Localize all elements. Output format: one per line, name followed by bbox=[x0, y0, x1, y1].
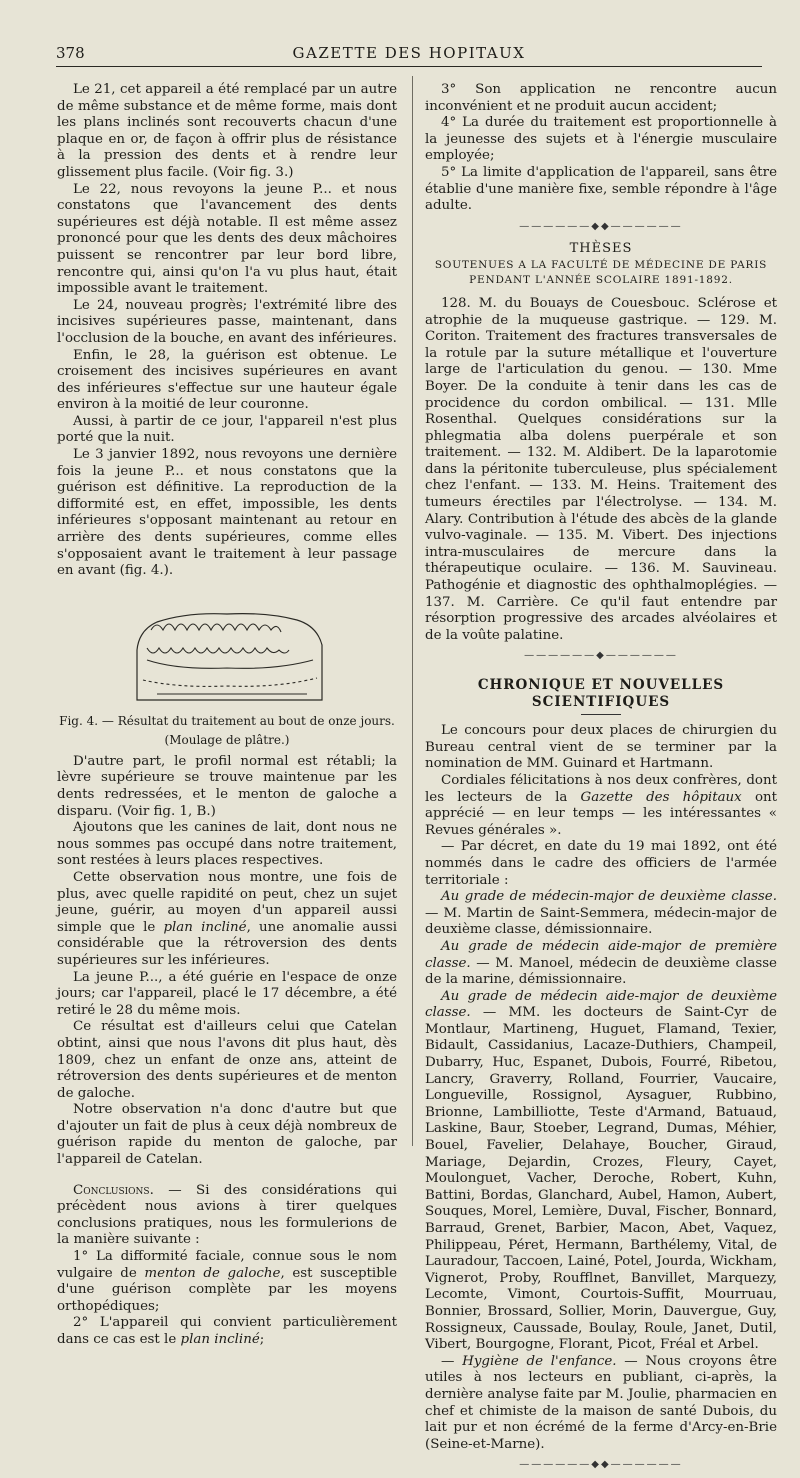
chronique-title: CHRONIQUE ET NOUVELLES SCIENTIFIQUES bbox=[477, 677, 725, 710]
text-run: 2° L'appareil qui convient particulièrement dans ce cas est le bbox=[57, 1315, 397, 1347]
figure-4 bbox=[57, 590, 397, 748]
italic-text: plan incliné bbox=[163, 919, 247, 935]
theses-title: THÈSES bbox=[569, 241, 633, 257]
italic-text: Hygiène de l'enfance. bbox=[462, 1353, 617, 1369]
dental-cast-illustration bbox=[117, 590, 337, 710]
text-run: Cordiales félicitations à nos deux confrères, dont les lecteurs de la bbox=[425, 772, 777, 805]
text-run: — bbox=[441, 1353, 463, 1369]
right-column bbox=[425, 82, 777, 1478]
conclusions-label: Conclusions. bbox=[73, 1182, 154, 1198]
paragraph: Le 22, nous revoyons la jeune P... et nous constatons que l'avancement des dents supérieures est déjà notable. Il est même assez prononcé pour que les dents des deux mâchoires puissent se rencontrer par leur bord libre, rencontre qui, ainsi qu'on l'a vu plus haut, était impossible avant le traitement. bbox=[57, 181, 397, 297]
paragraph: D'autre part, le profil normal est rétabli; la lèvre supérieure se trouve maintenue par les dents redressées, et le menton de galoche a disparu. (Voir fig. 1, B.) bbox=[57, 753, 397, 819]
paragraph: — Par décret, en date du 19 mai 1892, ont été nommés dans le cadre des officiers de l'armée territoriale : bbox=[425, 839, 777, 888]
paragraph: La jeune P..., a été guérie en l'espace de onze jours; car l'appareil, placé le 17 décembre, a été retiré le 28 du même mois. bbox=[57, 969, 397, 1018]
text-run: , est susceptible d'une guérison complète par les moyens orthopédiques; bbox=[57, 1265, 397, 1314]
conclusion-item bbox=[57, 1249, 397, 1315]
left-column bbox=[57, 82, 397, 1349]
short-rule bbox=[581, 714, 621, 715]
theses-subtitle-2: PENDANT L'ANNÉE SCOLAIRE 1891-1892. bbox=[469, 273, 733, 286]
paragraph bbox=[425, 989, 777, 1354]
paragraph bbox=[57, 870, 397, 970]
paragraph bbox=[425, 1354, 777, 1454]
paragraph: Ajoutons que les canines de lait, dont nous ne nous sommes pas occupé dans notre traitement, sont restées à leurs places respectives. bbox=[57, 820, 397, 869]
figure-caption: Fig. 4. — Résultat du traitement au bout de onze jours. bbox=[59, 713, 395, 728]
text-run: — M. Martin de Saint-Semmera, médecin-major de deuxième classe, démissionnaire. bbox=[425, 905, 777, 938]
text-run: Cette observation nous montre, une fois de plus, avec quelle rapidité on peut, chez un sujet jeune, guérir, au moyen d'un appareil aussi simple que le bbox=[57, 869, 397, 935]
figure-caption-sub: (Moulage de plâtre.) bbox=[164, 732, 290, 747]
paragraph: Le 3 janvier 1892, nous revoyons une dernière fois la jeune P... et nous constatons que la guérison est définitive. La reproduction de la difformité est, en effet, impossible, les dents inférieures s'opposant maintenant au retour en arrière des dents supérieures, comme elles s'opposaient avant le traitement à leur passage en avant (fig. 4.). bbox=[57, 447, 397, 579]
italic-text: Au grade de médecin aide-major de première classe. bbox=[425, 938, 777, 971]
conclusion-item bbox=[57, 1315, 397, 1348]
column-divider bbox=[412, 76, 413, 1146]
text-run: 1° La difformité faciale, connue sous le nom vulgaire de bbox=[57, 1249, 397, 1281]
running-title: GAZETTE DES HOPITAUX bbox=[292, 44, 526, 62]
italic-text: Gazette des hôpitaux bbox=[580, 789, 742, 805]
text-run: — MM. les docteurs de Saint-Cyr de Montlaur, Martineng, Huguet, Flamand, Texier, Bidault, Cassidanius, Lacaze-Duthiers, Champeil, Dubarry, Huc, Espanet, Dubois, Fourré, Ribetou, Lancry, Graverry, Rolland, Fourrier, Vaucaire, Longueville, Rossignol, Aysaguer, Rubbino, Brionne, Lambilliotte, Teste d'Armand, Batuaud, Laskine, Baur, Stoeber, Legrand, Dumas, Méhier, Bouel, Favelier, Delahaye, Boucher, Giraud, Mariage, Dejardin, Crozes, Fleury, Cayet, Moulonguet, Vacher, Deroche, Robert, Kuhn, Battini, Bordas, Glanchard, Aubel, Hamon, Aubert, Souques, Morel, Lemière, Duval, Fischer, Bonnard, Barraud, Grenet, Barbier, Macon, Abet, Vaquez, Philippeau, Péret, Hermann, Barthélemy, Vital, de Lauradour, Taccoen, Lainé, Potel, Jourda, Wickham, Vignerot, Proby, Roufflnet, Banvillet, Marquezy, Lecomte, Vimont, Courtois-Suffit, Mourruau, Bonnier, Brossard, Sollier, Morin, Dauvergue, Guy, Rossigneux, Caussade, Boulay, Roule, Janet, Dutil, Vibert, Bourgogne, Florant, Picot, Fréal et Arbel. bbox=[425, 1005, 777, 1353]
italic-text: Au grade de médecin-major de deuxième classe. bbox=[441, 889, 777, 905]
conclusion-item: 4° La durée du traitement est proportionnelle à la jeunesse des sujets et à l'énergie musculaire employée; bbox=[425, 115, 777, 164]
paragraph bbox=[425, 773, 777, 839]
italic-text: plan incliné bbox=[180, 1332, 260, 1347]
italic-text: menton de galoche bbox=[144, 1265, 281, 1281]
paragraph bbox=[425, 889, 777, 939]
conclusions-paragraph bbox=[57, 1183, 397, 1249]
page-header bbox=[56, 42, 762, 67]
text-run: — Si des considérations qui précèdent nous avions à tirer quelques conclusions pratiques, nous les formulerions de la manière suivante : bbox=[57, 1182, 397, 1248]
text-run: ont apprécié — en leur temps — les intéressantes « Revues générales ». bbox=[425, 789, 778, 838]
ornament-divider: ——————◆◆—————— bbox=[519, 1459, 683, 1471]
paragraph: Le 24, nouveau progrès; l'extrémité libre des incisives supérieures passe, maintenant, dans l'occlusion de la bouche, en avant des inférieures. bbox=[57, 297, 397, 346]
ornament-divider: ——————◆—————— bbox=[524, 650, 678, 662]
text-run: — M. Manoel, médecin de deuxième classe de la marine, démissionnaire. bbox=[425, 955, 777, 988]
paragraph: Le 21, cet appareil a été remplacé par un autre de même substance et de même forme, mais dont les plans inclinés sont recouverts chacun d'une plaque en or, de façon à offrir plus de résistance à la pression des dents et à rendre leur glissement plus facile. (Voir fig. 3.) bbox=[57, 82, 397, 180]
paragraph bbox=[425, 939, 777, 989]
text-run: ; bbox=[259, 1332, 265, 1347]
ornament-divider: ——————◆◆—————— bbox=[519, 220, 683, 232]
theses-list: 128. M. du Bouays de Couesbouc. Sclérose et atrophie de la muqueuse gastrique. — 129. M. Coriton. Traitement des fractures transversales de la rotule par la suture métallique et l'ouverture large de l'articulation du genou. — 130. Mme Boyer. De la conduite à tenir dans les cas de procidence du cordon ombilical. — 131. Mlle Rosenthal. Quelques considérations sur la phlegmatia alba dolens puerpérale et son traitement. — 132. M. Aldibert. De la laparotomie dans la péritonite tuberculeuse, plus spécialement chez l'enfant. — 133. M. Heins. Traitement des tumeurs érectiles par l'électrolyse. — 134. M. Alary. Contribution à l'étude des abcès de la glande vulvo-vaginale. — 135. M. Vibert. Des injections intra-musculaires de mercure dans la thérapeutique oculaire. — 136. M. Sauvineau. Pathogénie et diagnostic des ophthalmoplégies. — 137. M. Carrière. Ce qu'il faut entendre par résorption progressive des arcades alvéolaires et de la voûte palatine. bbox=[425, 295, 777, 643]
paragraph: Le concours pour deux places de chirurgien du Bureau central vient de se terminer par la nomination de MM. Guinard et Hartmann. bbox=[425, 723, 777, 772]
text-run: — Nous croyons être utiles à nos lecteurs en publiant, ci-après, la dernière analyse faite par M. Joulie, pharmacien en chef et chimiste de la maison de santé Dubois, du lait pur et non écrémé de la ferme d'Arcy-en-Brie (Seine-et-Marne). bbox=[425, 1353, 777, 1452]
conclusion-item: 3° Son application ne rencontre aucun inconvénient et ne produit aucun accident; bbox=[425, 82, 777, 114]
text-run: , une anomalie aussi considérable que la rétroversion des dents supérieures sur les inférieures. bbox=[57, 919, 397, 968]
italic-text: Au grade de médecin aide-major de deuxième classe. bbox=[425, 988, 777, 1021]
paragraph: Ce résultat est d'ailleurs celui que Catelan obtint, ainsi que nous l'avons dit plus haut, dès 1809, chez un enfant de onze ans, atteint de rétroversion des dents supérieures et de menton de galoche. bbox=[57, 1019, 397, 1101]
paragraph: Aussi, à partir de ce jour, l'appareil n'est plus porté que la nuit. bbox=[57, 413, 397, 446]
paragraph: Notre observation n'a donc d'autre but que d'ajouter un fait de plus à ceux déjà nombreux de guérison rapide du menton de galoche, par l'appareil de Catelan. bbox=[57, 1102, 397, 1168]
conclusion-item: 5° La limite d'application de l'appareil, sans être établie d'une manière fixe, semble répondre à l'âge adulte. bbox=[425, 164, 777, 214]
paragraph: Enfin, le 28, la guérison est obtenue. Le croisement des incisives supérieures en avant des inférieures s'effectue sur une hauteur égale environ à la moitié de leur couronne. bbox=[57, 347, 397, 413]
page-number: 378 bbox=[56, 44, 85, 62]
theses-subtitle-1: SOUTENUES A LA FACULTÉ DE MÉDECINE DE PARIS bbox=[434, 258, 768, 271]
